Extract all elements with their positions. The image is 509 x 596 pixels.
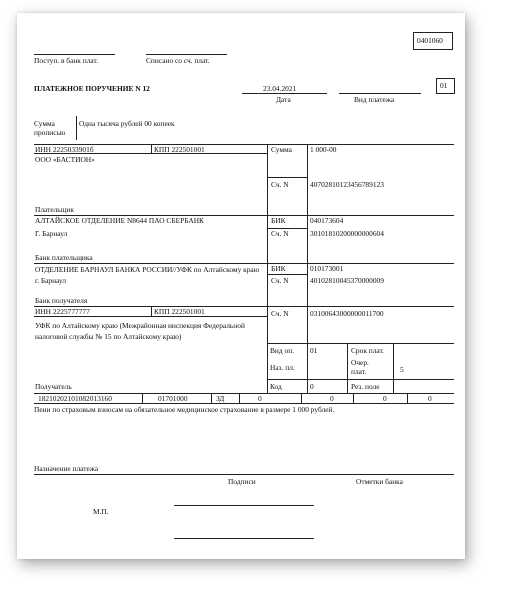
- payer-bank-label: Банк плательщика: [35, 253, 93, 262]
- payee-label: Получатель: [35, 382, 72, 391]
- grid-line: [353, 393, 354, 403]
- grid-line: [393, 343, 394, 393]
- payer-bik-label: БИК: [271, 216, 286, 225]
- tax-field-last-value: 0: [428, 394, 432, 403]
- grid-line: [151, 306, 152, 316]
- grid-line: [211, 393, 212, 403]
- payee-account: 03100643000000011700: [310, 309, 384, 318]
- payment-purpose-label: Назначение платежа: [34, 464, 99, 473]
- payer-account: 40702810123456789123: [310, 180, 384, 189]
- signature-line: [174, 538, 314, 539]
- form-code: 0401060: [417, 36, 443, 45]
- grid-line: [34, 403, 454, 404]
- payment-type-label: Вид платежа: [354, 95, 395, 104]
- payee-bik-label: БИК: [271, 264, 286, 273]
- operation-type-label: Вид оп.: [270, 346, 294, 355]
- payment-sum: 1 000-00: [310, 145, 337, 154]
- grid-line: [267, 343, 454, 344]
- document-number-value: 0: [330, 394, 334, 403]
- operation-type: 01: [310, 346, 318, 355]
- payee-corr-account: 40102810045370000009: [310, 276, 384, 285]
- grid-line: [34, 306, 454, 307]
- tax-period-value: 0: [258, 394, 262, 403]
- stamp-label: М.П.: [93, 507, 109, 516]
- grid-line: [267, 274, 307, 275]
- amount-words-divider: [76, 116, 77, 140]
- payment-order-document: [17, 13, 465, 559]
- document-title: ПЛАТЕЖНОЕ ПОРУЧЕНИЕ N 12: [34, 84, 150, 93]
- payer-label: Плательщик: [35, 205, 74, 214]
- payer-inn: ИНН 2225033901б: [35, 145, 94, 154]
- payer-corr-account-label: Сч. N: [271, 229, 289, 238]
- payer-name: ООО «БАСТИОН»: [35, 155, 95, 164]
- reserve-field-label: Рез. поле: [351, 382, 380, 391]
- grid-line: [267, 177, 307, 178]
- grid-line: [142, 393, 143, 403]
- payee-kpp: КПП 222501001: [154, 307, 205, 316]
- document-date: 23.04.2021: [263, 84, 297, 93]
- payee-name: УФК по Алтайскому краю (Межрайонная инспекция Федеральной налоговой службы № 15 по Алтайскому краю): [35, 321, 245, 341]
- grid-line: [239, 393, 240, 403]
- grid-line: [267, 379, 454, 380]
- amount-words-label: Сумма прописью: [34, 119, 66, 137]
- payment-order-value: 5: [400, 365, 404, 374]
- payee-inn: ИНН 2225777777: [35, 307, 90, 316]
- grid-line: [307, 343, 308, 393]
- payee-bank-label: Банк получателя: [35, 296, 88, 305]
- code-label: Код: [270, 382, 282, 391]
- received-label: Поступ. в банк плат.: [34, 56, 98, 65]
- grid-line: [34, 144, 454, 145]
- payment-term-label: Срок плат.: [351, 346, 385, 355]
- received-line: [34, 54, 115, 55]
- payment-purpose-text: Пени по страховым взносам на обязательное медицинское страхование в размере 1 000 рублей.: [34, 405, 335, 414]
- status-value: 01: [440, 81, 448, 90]
- grid-line: [151, 144, 152, 153]
- payer-account-label: Сч. N: [271, 180, 289, 189]
- payment-type-line: [339, 93, 421, 94]
- payer-bik: 040173604: [310, 216, 344, 225]
- payer-bank-city: Г. Барнаул: [35, 229, 68, 238]
- payment-order-label: Очер. плат.: [351, 358, 369, 376]
- debited-line: [146, 54, 227, 55]
- basis-value: ЗД: [216, 394, 225, 403]
- grid-line: [301, 393, 302, 403]
- sum-label: Сумма: [271, 145, 292, 154]
- payee-bik: 010173001: [310, 264, 344, 273]
- grid-line: [347, 343, 348, 393]
- purpose-line: [34, 474, 454, 475]
- payer-corr-account: 30101810200000000604: [310, 229, 384, 238]
- kbk-value: 18210202101082013160: [38, 394, 112, 403]
- code-value: 0: [310, 382, 314, 391]
- payer-bank-name: АЛТАЙСКОЕ ОТДЕЛЕНИЕ N8644 ПАО СБЕРБАНК: [35, 216, 204, 225]
- signatures-label: Подписи: [228, 477, 256, 486]
- grid-line: [34, 316, 267, 317]
- document-date-value: 0: [383, 394, 387, 403]
- date-label: Дата: [276, 95, 291, 104]
- signature-line: [174, 505, 314, 506]
- oktmo-value: 01701000: [158, 394, 188, 403]
- payee-account-label: Сч. N: [271, 309, 289, 318]
- amount-words-value: Одна тысяча рублей 00 копеек: [79, 119, 175, 128]
- grid-line: [267, 144, 268, 393]
- debited-label: Списано со сч. плат.: [146, 56, 210, 65]
- payment-purpose-code-label: Наз. пл.: [270, 363, 295, 372]
- bank-marks-label: Отметки банка: [356, 477, 403, 486]
- grid-line: [307, 144, 308, 343]
- payee-bank-name: ОТДЕЛЕНИЕ БАРНАУЛ БАНКА РОССИИ//УФК по Алтайскому краю г. Барнаул: [35, 265, 260, 285]
- grid-line: [407, 393, 408, 403]
- payer-kpp: КПП 222501001: [154, 145, 205, 154]
- payee-corr-account-label: Сч. N: [271, 276, 289, 285]
- date-line: [242, 93, 327, 94]
